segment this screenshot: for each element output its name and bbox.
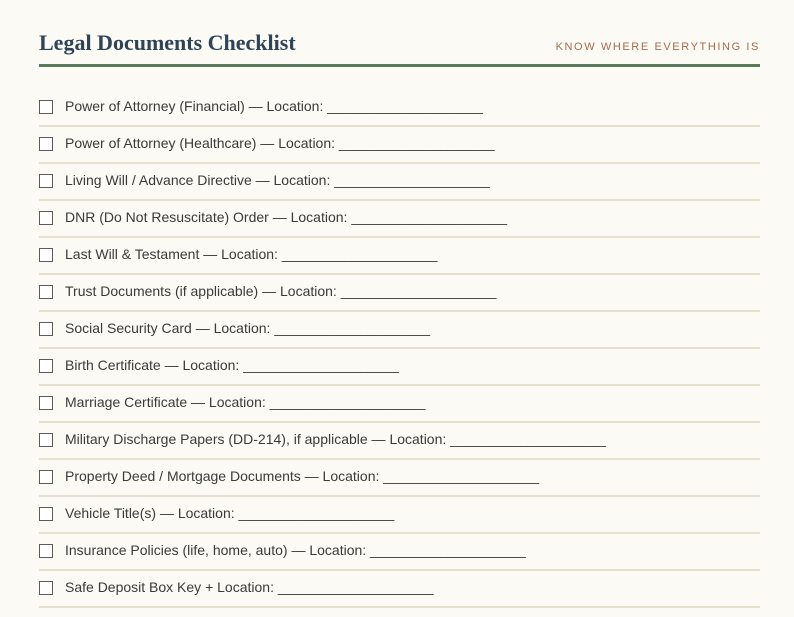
page-header <box>39 26 760 67</box>
checkbox[interactable] <box>39 433 53 447</box>
checklist-item <box>39 127 760 164</box>
checklist-item <box>39 460 760 497</box>
checklist-item <box>39 164 760 201</box>
checklist-item-label <box>65 394 425 410</box>
location-blank: ____________________ <box>243 357 399 373</box>
location-blank: ____________________ <box>281 246 438 262</box>
checklist-item <box>39 238 760 275</box>
checklist-item <box>39 312 760 349</box>
checklist-item <box>39 571 760 608</box>
checklist-item-label <box>65 172 490 188</box>
checkbox[interactable] <box>39 322 53 336</box>
page-tagline: KNOW WHERE EVERYTHING IS <box>555 41 760 53</box>
item-text: Military Discharge Papers (DD-214), if applicable — Location: <box>65 431 447 447</box>
location-blank: ____________________ <box>334 172 490 188</box>
checkbox[interactable] <box>39 174 53 188</box>
location-blank: ____________________ <box>277 579 434 595</box>
checkbox[interactable] <box>39 248 53 262</box>
item-text: Power of Attorney (Healthcare) — Location: <box>65 135 336 151</box>
checklist-item-label <box>65 320 430 336</box>
checklist-item-label <box>65 209 507 225</box>
checklist-item-label <box>65 135 495 151</box>
checklist <box>39 90 760 608</box>
location-blank: ____________________ <box>238 505 395 521</box>
checklist-item <box>39 423 760 460</box>
location-blank: ____________________ <box>383 468 540 484</box>
item-text: Social Security Card — Location: <box>65 320 271 336</box>
item-text: Power of Attorney (Financial) — Location: <box>65 98 324 114</box>
checkbox[interactable] <box>39 137 53 151</box>
checklist-item <box>39 275 760 312</box>
item-text: Property Deed / Mortgage Documents — Location: <box>65 468 380 484</box>
item-text: Last Will & Testament — Location: <box>65 246 278 262</box>
checkbox[interactable] <box>39 285 53 299</box>
page-title: Legal Documents Checklist <box>39 30 296 55</box>
checklist-item-label <box>65 98 483 114</box>
item-text: Living Will / Advance Directive — Location: <box>65 172 331 188</box>
checkbox[interactable] <box>39 396 53 410</box>
location-blank: ____________________ <box>340 283 497 299</box>
checklist-item-label <box>65 468 539 484</box>
checklist-item-label <box>65 579 434 595</box>
item-text: Birth Certificate — Location: <box>65 357 240 373</box>
checklist-item-label <box>65 505 394 521</box>
checklist-item-label <box>65 431 606 447</box>
location-blank: ____________________ <box>269 394 426 410</box>
checkbox[interactable] <box>39 211 53 225</box>
location-blank: ____________________ <box>338 135 495 151</box>
checklist-item <box>39 497 760 534</box>
checkbox[interactable] <box>39 581 53 595</box>
location-blank: ____________________ <box>370 542 526 558</box>
checklist-item <box>39 90 760 127</box>
checkbox[interactable] <box>39 544 53 558</box>
location-blank: ____________________ <box>274 320 431 336</box>
checklist-item-label <box>65 542 526 558</box>
item-text: Trust Documents (if applicable) — Location: <box>65 283 337 299</box>
item-text: DNR (Do Not Resuscitate) Order — Location: <box>65 209 348 225</box>
checklist-item-label <box>65 246 438 262</box>
checkbox[interactable] <box>39 100 53 114</box>
checklist-item <box>39 201 760 238</box>
item-text: Safe Deposit Box Key + Location: <box>65 579 274 595</box>
item-text: Marriage Certificate — Location: <box>65 394 266 410</box>
location-blank: ____________________ <box>450 431 606 447</box>
location-blank: ____________________ <box>351 209 508 225</box>
checklist-item <box>39 386 760 423</box>
item-text: Vehicle Title(s) — Location: <box>65 505 235 521</box>
checkbox[interactable] <box>39 470 53 484</box>
checklist-item <box>39 349 760 386</box>
location-blank: ____________________ <box>327 98 483 114</box>
checklist-item-label <box>65 357 399 373</box>
item-text: Insurance Policies (life, home, auto) — Location: <box>65 542 367 558</box>
checklist-item-label <box>65 283 496 299</box>
checkbox[interactable] <box>39 359 53 373</box>
checklist-item <box>39 534 760 571</box>
checkbox[interactable] <box>39 507 53 521</box>
